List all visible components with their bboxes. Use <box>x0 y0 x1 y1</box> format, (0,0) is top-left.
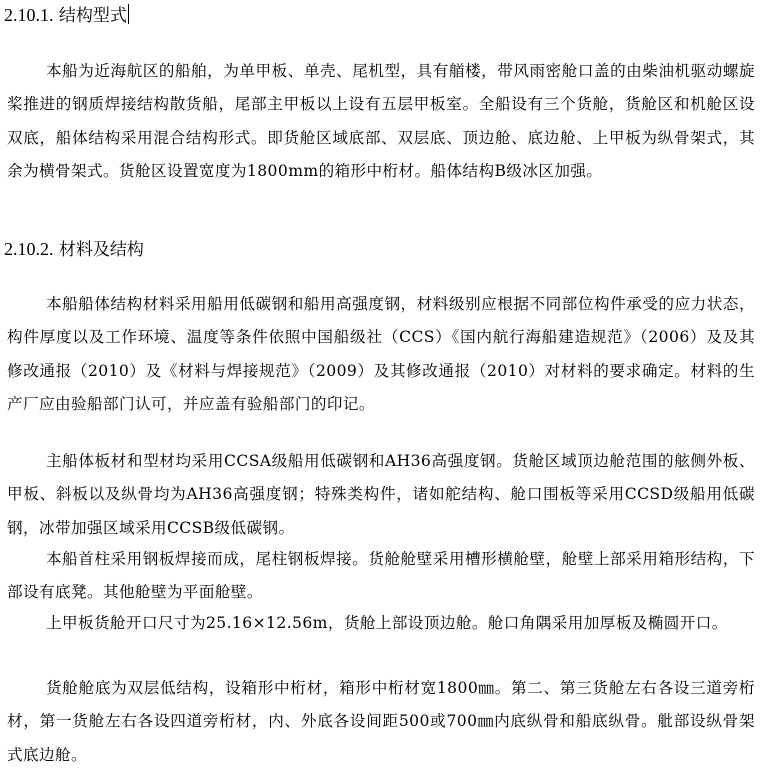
paragraph-stem-stern: 本船首柱采用钢板焊接而成，尾柱钢板焊接。货舱舱壁采用槽形横舱壁，舱壁上部采用箱形结构，下部设有底凳。其他舱壁为平面舱壁。 <box>7 550 755 602</box>
paragraph-structure-type: 本船为近海航区的船舶，为单甲板、单壳、尾机型，具有艏楼，带风雨密舱口盖的由柴油机驱动螺旋桨推进的钢质焊接结构散货船，尾部主甲板以上设有五层甲板室。全船设有三个货舱，货舱区和机舱区设双底，船体结构采用混合结构形式。即货舱区域底部、双层底、顶边舱、底边舱、上甲板为纵骨架式，其余为横骨架式。货舱区设置宽度为1800mm的箱形中桁材。船体结构B级冰区加强。 <box>7 62 755 180</box>
section-title: 材料及结构 <box>58 240 144 260</box>
section-title: 结构型式 <box>58 6 127 26</box>
section-number: 2.10.1. <box>4 5 54 25</box>
section-heading-2-10-2 <box>4 238 144 261</box>
paragraph-plates-profiles: 主船体板材和型材均采用CCSA级船用低碳钢和AH36高强度钢。货舱区域顶边舱范围的舷侧外板、甲板、斜板以及纵骨均为AH36高强度钢；特殊类构件，诸如舵结构、舱口围板等采用CCSD级船用低碳钢，冰带加强区域采用CCSB级低碳钢。 <box>7 452 755 537</box>
text-cursor <box>128 4 129 24</box>
paragraph-hatch-opening: 上甲板货舱开口尺寸为25.16×12.56m，货舱上部设顶边舱。舱口角隅采用加厚板及椭圆开口。 <box>46 614 728 632</box>
section-heading-2-10-1 <box>4 4 129 27</box>
paragraph-materials: 本船船体结构材料采用船用低碳钢和船用高强度钢，材料级别应根据不同部位构件承受的应力状态，构件厚度以及工作环境、温度等条件依照中国船级社（CCS）《国内航行海船建造规范》（2006）及及其修改通报（2010）及《材料与焊接规范》（2009）及其修改通报（2010）对材料的要求确定。材料的生产厂应由验船部门认可，并应盖有验船部门的印记。 <box>7 295 755 413</box>
paragraph-double-bottom: 货舱舱底为双层低结构，设箱形中桁材，箱形中桁材宽1800㎜。第二、第三货舱左右各设三道旁桁材，第一货舱左右各设四道旁桁材，内、外底各设间距500或700㎜内底纵骨和船底纵骨。舭部设纵骨架式底边舱。 <box>7 679 755 764</box>
section-number: 2.10.2. <box>4 239 54 259</box>
